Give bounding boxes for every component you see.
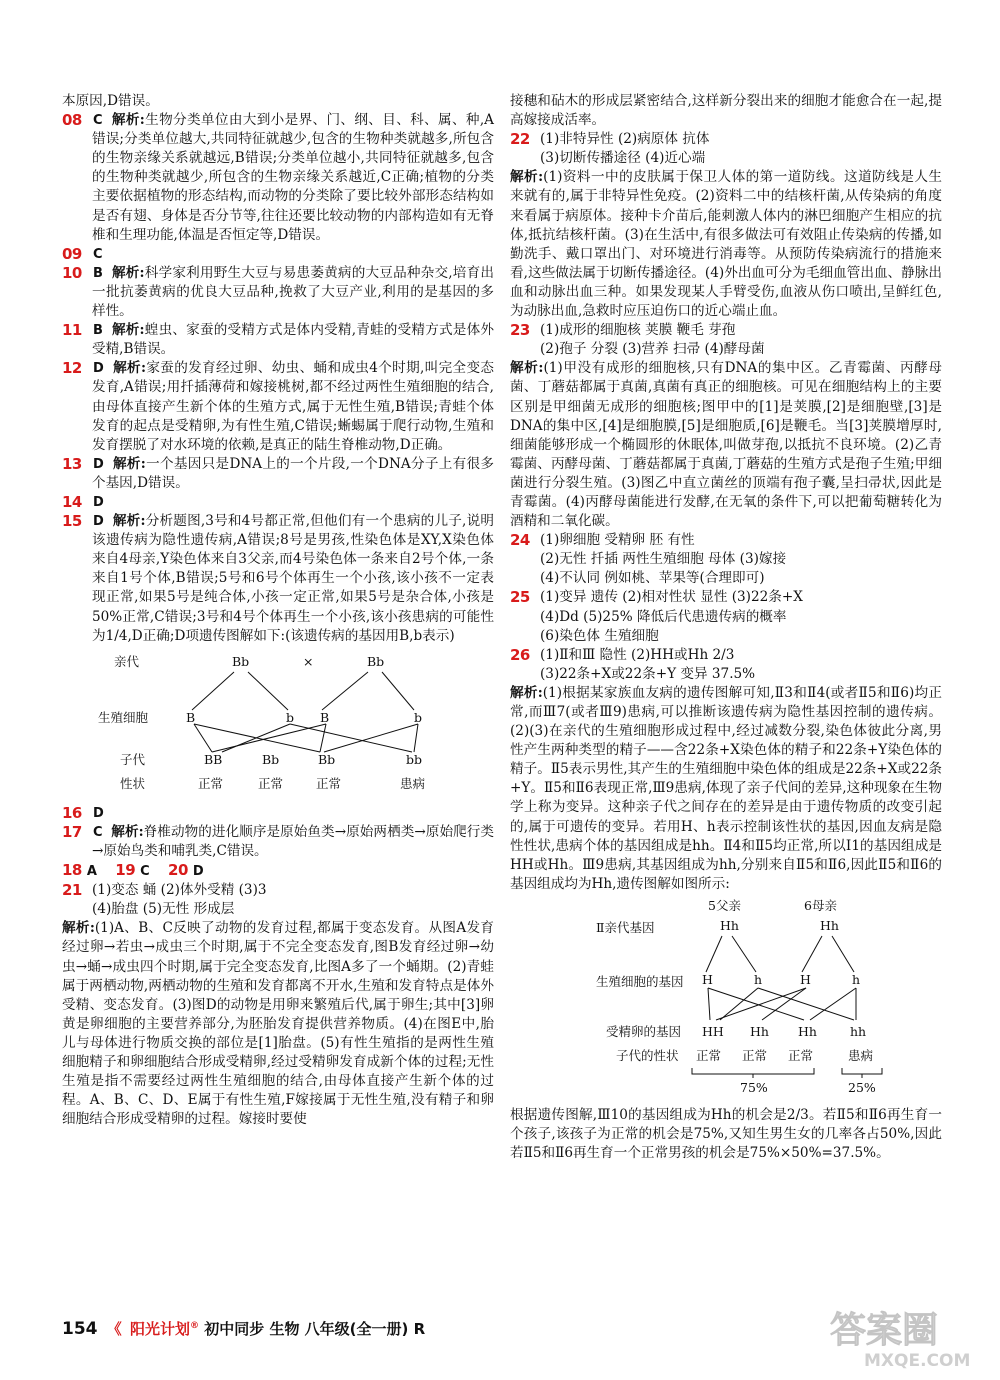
analysis-text: 科学家利用野生大豆与易患萎黄病的大豆品种杂交,培育出一批抗萎黄病的优良大豆品种,挽救了大豆产业,利用的是基因的多样性。 [92,264,494,320]
analysis-text: (1)甲没有成形的细胞核,只有DNA的集中区。乙青霉菌、丙酵母菌、丁蘑菇都属于真菌,真菌有真正的细胞核。可见在细胞结构上的主要区别是甲细菌无成形的细胞核;图甲中的[1]是荚膜,[2]是细胞壁,[3]是DNA的集中区,[4]是细胞膜,[5]是细胞质,[6]是鞭毛。当[3]荚膜增厚时,细菌能够形成一个椭圆形的休眠体,叫做芽孢,以抵抗不良环境。(2)乙青霉菌、丙酵母菌、丁蘑菇都属于真菌,丁蘑菇的生殖方式是孢子生殖;甲细菌进行分裂生殖。(3)图乙中直立菌丝的顶端有孢子囊,呈扫帚状,因此是青霉菌。(4)丙酵母菌能进行发酵,在无氧的条件下,可以把葡萄糖转化为酒精和二氧化碳。 [510,360,942,530]
analysis-label: 解析: [510,169,544,186]
paragraph: 接穗和砧木的形成层紧密结合,这样新分裂出来的细胞才能愈合在一起,提高嫁接成活率。 [510,93,942,129]
answer-line: (2)孢子 分裂 (3)营养 扫帚 (4)酵母菌 [540,341,765,358]
analysis-text: 生物分类单位由大到小是界、门、纲、目、科、属、种,A错误;分类单位越大,共同特征就越少,包含的生物种类就越多,所包含的生物亲缘关系就越远,B错误;分类单位越小,共同特征就越多,包含的生物种类就越少,所包含的生物亲缘关系越近,C正确;植物的分类主要依据植物的形态结构,而动物的分类除了要比较外部形态结构如是否有翅、身体是否分节等,往往还要比较动物的内部构造如有无脊椎和生理功能,体温是否恒定等,D错误。 [92,112,494,243]
diagram-trait-label: 子代的性状 [616,1047,679,1063]
answer-line: (1)非特异性 (2)病原体 抗体 [540,131,710,148]
analysis-label: 解析: [113,455,146,472]
answer-number: 26 [510,645,530,664]
analysis-text: 家蚕的发育经过卵、幼虫、蛹和成虫4个时期,叫完全变态发育,A错误;用扦插薄荷和嫁接桃树,都不经过两性生殖细胞的结合,由母体直接产生新个体的生殖方式,属于无性生殖,B错误;青蛙个体发育的起点是受精卵,为有性生殖,C错误;蜥蜴属于爬行动物,生殖和发育摆脱了对水环境的依赖,是真正的陆生脊椎动物,D正确。 [92,360,494,453]
answer-choice: A [86,864,97,880]
left-column [62,92,494,1129]
diagram-gamete: B [320,709,330,725]
answer-choice: D [93,494,104,510]
analysis-22 [510,168,942,321]
answer-22 [510,130,942,168]
answer-body [92,321,494,359]
answer-body [92,264,494,321]
diagram-pct-normal: 75% [740,1079,768,1095]
answer-line: (1)变异 遗传 (2)相对性状 显性 (3)22条+X [540,589,803,606]
analysis-21 [62,919,494,1129]
answer-number: 14 [62,492,82,511]
answer-body [92,359,494,454]
page-number: 154 [62,1319,98,1339]
answer-11 [62,321,494,359]
answer-21 [62,881,494,919]
diagram-zygote: hh [850,1023,867,1039]
diagram-gamete-label: 生殖细胞 [98,709,149,725]
diagram-parent-gene: Hh [820,917,839,933]
diagram-parent2: Bb [367,653,385,669]
answer-body [92,512,494,646]
diagram-zygote: Hh [750,1023,769,1039]
answer-number: 19 [115,861,136,880]
answer-choice: D [93,805,104,821]
answer-number: 10 [62,263,82,282]
answer-number: 11 [62,321,82,340]
answer-number: 20 [168,861,188,880]
analysis-label: 解析: [510,360,544,377]
answer-body [92,823,494,861]
answer-13 [62,455,494,493]
diagram-gamete-label: 生殖细胞的基因 [596,973,684,989]
analysis-26 [510,684,942,894]
analysis-text: 一个基因只是DNA上的一个片段,一个DNA分子上有很多个基因,D错误。 [92,455,494,491]
answer-24 [510,531,942,588]
diagram-trait: 正常 [258,775,284,791]
answer-number: 09 [62,244,82,263]
answer-body [92,804,494,823]
answer-choice: C [140,864,150,880]
answer-26 [510,646,942,684]
analysis-text: (1)A、B、C反映了动物的发育过程,都属于变态发育。从图A发育经过卵→若虫→成虫三个时期,属于不完全变态发育,图B发育经过卵→幼虫→蛹→成虫四个时期,属于完全变态发育,比图A多了一个蛹期。(2)青蛙属于两栖动物,两栖动物的生殖和发育都离不开水,生殖和发育特点是体外受精、变态发育。(3)图D的动物是用卵来繁殖后代,属于卵生;其中[3]卵黄是卵细胞的主要营养部分,为胚胎发育提供营养物质。(4)在图E中,胎儿与母体进行物质交换的部位是[1]胎盘。(5)有性生殖指的是两性生殖细胞精子和卵细胞结合形成受精卵,经过受精卵发育成新个体的过程;无性生殖是指不需要经过两性生殖细胞的结合,由母体直接产生新个体的过程。A、B、C、D、E属于有性生殖,F嫁接属于无性生殖,没有精子和卵细胞结合形成受精卵的过程。嫁接时要使 [62,920,494,1128]
diagram-father: 5父亲 [708,897,741,913]
answer-23 [510,321,942,359]
answer-choice: B [93,323,103,339]
analysis-text: (1)资料一中的皮肤属于保卫人体的第一道防线。这道防线是人生来就有的,属于非特异性免疫。(2)资料二中的结核杆菌,从传染病的角度来看属于病原体。接种卡介苗后,能刺激人体内的淋巴细胞产生相应的抗体,抵抗结核杆菌。(3)在生活中,有很多做法可有效阻止传染病的传播,如勤洗手、戴口罩出门、对环境进行消毒等。从预防传染病流行的措施来看,这些做法属于切断传播途径。(4)外出血可分为毛细血管出血、静脉出血和动脉出血三种。如果发现某人手臂受伤,血液从伤口喷出,呈鲜红色,为动脉出血,急救时应压迫伤口的近心端止血。 [510,169,942,320]
answer-choice: C [93,246,103,262]
right-column [510,92,942,1163]
answer-line: (6)染色体 生殖细胞 [540,627,659,644]
answer-line: (1)卵细胞 受精卵 胚 有性 [540,532,695,549]
diagram-gamete: H [800,971,811,987]
answer-choice: D [93,361,104,377]
answer-choice: D [93,514,104,530]
diagram-trait: 患病 [848,1047,874,1063]
book-title: 初中同步 生物 八年级(全一册) R [204,1320,426,1338]
diagram-zygote-label: 受精卵的基因 [606,1023,682,1039]
watermark-url: MXQE.COM [864,1351,971,1371]
left-answers [62,92,494,646]
analysis-label: 解析: [112,513,146,530]
diagram-trait: 正常 [316,775,342,791]
paragraph: 本原因,D错误。 [62,93,159,109]
diagram-trait: 正常 [696,1047,722,1063]
diagram-parent-gene: Hh [720,917,739,933]
answer-12 [62,359,494,454]
diagram-cross: × [303,653,314,669]
diagram-mother: 6母亲 [804,897,837,913]
answer-body [92,455,494,493]
answer-number: 25 [510,588,530,607]
answer-line: (3)22条+X或22条+Y 变异 37.5% [540,665,756,682]
diagram-gamete: b [414,709,423,725]
analysis-text: 分析题图,3号和4号都正常,但他们有一个患病的儿子,说明该遗传病为隐性遗传病,A错误;8号是男孩,性染色体是XY,X染色体来自4母亲,Y染色体来自3父亲,而4号染色体一条来自2号个体,一条来自1号个体,B错误;5号和6号个体再生一个小孩,该小孩不一定表现正常,如果5号是纯合体,小孩一定正常,如果5号是杂合体,小孩是50%正常,C错误;3号和4号个体再生一个小孩,该小孩患病的可能性为1/4,D正确;D项遗传图解如下:(该遗传病的基因用B,b表示) [92,513,494,644]
answer-number: 18 [62,861,82,880]
answer-body [92,245,494,264]
right-answers [510,92,942,894]
answer-16 [62,804,494,823]
answer-line: (4)Dd (5)25% 降低后代患遗传病的概率 [540,608,787,625]
answer-choice: C [93,824,103,840]
analysis-label: 解析: [62,920,95,937]
diagram-brackets [692,1068,882,1078]
chevron-icon: 《 [106,1320,122,1338]
answer-number: 16 [62,803,82,822]
answer-line: (4)不认同 例如桃、苹果等(合理即可) [540,570,765,587]
diagram-offspring-label: 子代 [120,751,146,767]
diagram-offspring: Bb [318,751,336,767]
analysis-label: 解析: [111,112,145,129]
answer-choice: D [93,456,104,472]
registered-mark: ® [190,1321,199,1331]
diagram-trait: 正常 [198,775,224,791]
diagram-gamete: h [754,971,763,987]
answer-09 [62,245,494,264]
answer-17 [62,823,494,861]
diagram-offspring: Bb [262,751,280,767]
diagram-pct-sick: 25% [848,1079,876,1095]
brand-name: 阳光计划 [129,1320,190,1338]
diagram-parents-label: 亲代 [114,653,140,669]
answer-choice: C [93,113,103,129]
answer-body [92,493,494,512]
watermark-text: 答案圈 [830,1310,939,1351]
analysis-label: 解析: [111,823,144,840]
diagram-offspring: BB [204,751,223,767]
diagram-gamete: b [286,709,295,725]
diagram-gamete: B [186,709,196,725]
answer-number: 08 [62,111,82,130]
answer-line: (4)胎盘 (5)无性 形成层 [92,901,235,918]
diagram-gamete: h [852,971,861,987]
diagram-lines [192,672,418,752]
answer-number: 12 [62,359,82,378]
answer-number: 22 [510,130,530,149]
watermark-logo [822,1300,982,1372]
diagram-zygote: Hh [798,1023,817,1039]
answer-08 [62,111,494,245]
answer-25 [510,588,942,645]
analysis-label: 解析: [113,360,147,377]
answer-line: (1)成形的细胞核 荚膜 鞭毛 芽孢 [540,322,736,339]
diagram-parent1: Bb [232,653,250,669]
answer-number: 13 [62,454,82,473]
answer-line: (3)切断传播途径 (4)近心端 [540,150,706,167]
answer-line: (2)无性 扦插 两性生殖细胞 母体 (3)嫁接 [540,551,787,568]
analysis-text: 蝗虫、家蚕的受精方式是体内受精,青蛙的受精方式是体外受精,B错误。 [92,322,494,358]
answer-line: (1)变态 蛹 (2)体外受精 (3)3 [92,882,267,899]
answer-choice: B [93,265,103,281]
diagram-zygote: HH [702,1023,724,1039]
diagram-gamete: H [702,971,713,987]
answer-14 [62,493,494,512]
answer-number: 15 [62,512,82,531]
analysis-label: 解析: [111,322,145,339]
analysis-text: (1)根据某家族血友病的遗传图解可知,Ⅱ3和Ⅱ4(或者Ⅱ5和Ⅱ6)均正常,而Ⅲ7(或者Ⅲ9)患病,可以推断该遗传病为隐性基因控制的遗传病。(2)(3)在亲代的生殖细胞形成过程中,经过减数分裂,染色体彼此分离,男性产生两种类型的精子——含22条+X染色体的精子和22条+Y染色体的精子。Ⅱ5表示男性,其产生的生殖细胞中染色体的组成是22条+X或22条+Y。Ⅱ5和Ⅱ6表现正常,Ⅲ9患病,体现了亲子代间的差异,这种现象在生物学上称为变异。这种亲子代之间存在的差异是由于遗传物质的改变引起的,属于可遗传的变异。若用H、h表示控制该性状的基因,因血友病是隐性性状,患病个体的基因组成是hh。Ⅱ4和Ⅱ5均正常,所以Ⅰ1的基因组成是HH或Hh。Ⅲ9患病,其基因组成为hh,分别来自Ⅱ5和Ⅱ6,因此Ⅱ5和Ⅱ6的基因组成均为Hh,遗传图解如图所示: [510,684,942,892]
diagram-trait: 正常 [742,1047,768,1063]
genetic-diagram-bb [62,648,494,800]
answer-15 [62,512,494,646]
answer-10 [62,264,494,321]
page-footer [62,1318,425,1339]
diagram-lines [706,936,856,1020]
diagram-offspring: bb [406,751,423,767]
genetic-diagram-hh [510,896,942,1102]
analysis-text: 脊椎动物的进化顺序是原始鱼类→原始两栖类→原始爬行类→原始鸟类和哺乳类,C错误。 [92,823,494,859]
analysis-label: 解析: [111,264,145,281]
left-tail-answers [62,804,494,861]
answer-body [92,111,494,245]
analysis-label: 解析: [510,684,543,701]
diagram-trait: 正常 [788,1047,814,1063]
answer-number: 21 [62,881,82,900]
analysis-26-tail: 根据遗传图解,Ⅲ10的基因组成为Hh的机会是2/3。若Ⅱ5和Ⅱ6再生育一个孩子,该孩子为正常的机会是75%,又知生男生女的几率各占50%,因此若Ⅱ5和Ⅱ6再生育一个正常男孩的机会是75%×50%=37.5%。 [510,1107,942,1162]
answer-number: 17 [62,822,82,841]
inline-answers [62,861,494,881]
diagram-trait: 患病 [400,775,426,791]
analysis-23 [510,359,942,531]
answer-choice: D [192,864,204,880]
answer-number: 24 [510,531,530,550]
diagram-trait-label: 性状 [120,775,146,791]
diagram-parent-label: Ⅱ亲代基因 [596,919,655,935]
answer-number: 23 [510,321,530,340]
answer-line: (1)Ⅱ和Ⅲ 隐性 (2)HH或Hh 2/3 [540,646,735,663]
